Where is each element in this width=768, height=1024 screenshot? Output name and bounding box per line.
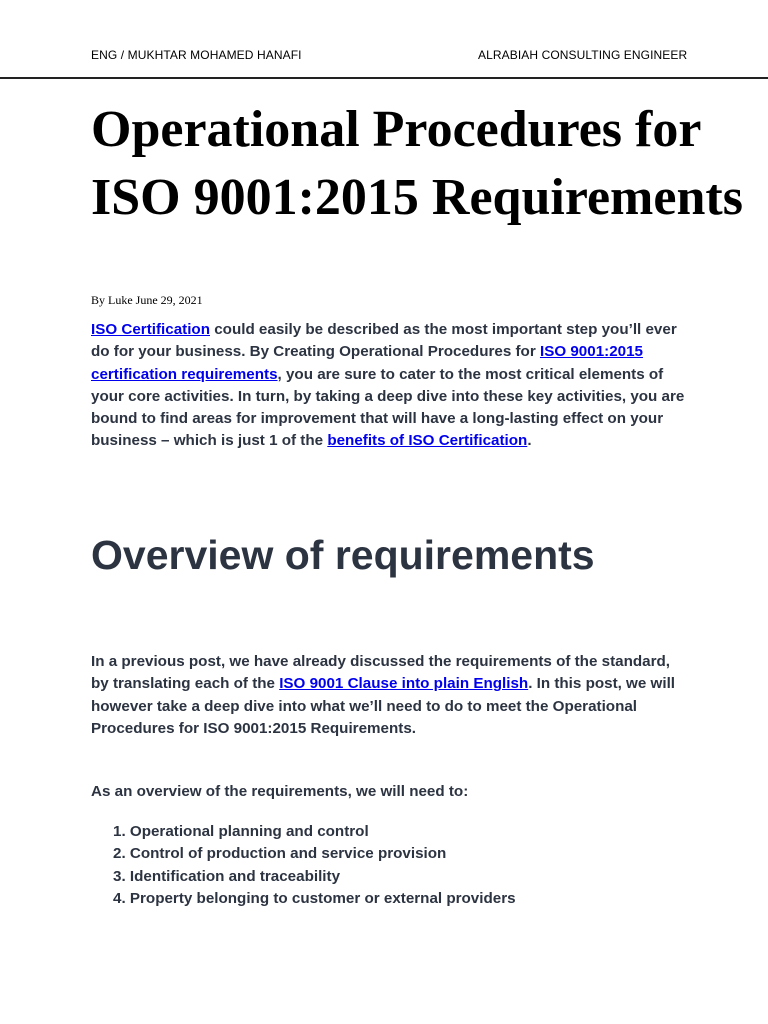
iso-benefits-link[interactable]: benefits of ISO Certification bbox=[327, 432, 528, 450]
byline: By Luke June 29, 2021 bbox=[91, 293, 203, 307]
list-item: 4. Property belonging to customer or external providers bbox=[113, 889, 516, 907]
intro-paragraph bbox=[91, 319, 691, 453]
requirements-list bbox=[91, 821, 711, 910]
intro-text-2: , you are sure to cater to the most critical elements of your core activities. In turn, by taking a deep dive into these key activities, you are bound to find areas for improvement that will have a long-lasting effect on your business – which is just 1 of the bbox=[91, 365, 685, 450]
header-author: ENG / MUKHTAR MOHAMED HANAFI bbox=[91, 48, 302, 62]
iso-requirements-link[interactable]: ISO 9001:2015 certification requirements bbox=[91, 343, 643, 383]
list-item: 3. Identification and traceability bbox=[113, 867, 341, 885]
list-item: 1. Operational planning and control bbox=[113, 823, 369, 840]
header-company: ALRABIAH CONSULTING ENGINEER bbox=[478, 48, 688, 62]
overview-intro: As an overview of the requirements, we will need to: bbox=[91, 783, 469, 800]
page-header bbox=[0, 0, 768, 80]
section-heading: Overview of requirements bbox=[91, 532, 595, 578]
intro-text-3: . bbox=[527, 432, 532, 450]
header-divider bbox=[0, 77, 768, 79]
section-text-2: . In this post, we will however take a deep dive into what we’ll need to do to meet the Operational Procedures for ISO 9001:2015 Requirements. bbox=[91, 675, 676, 737]
iso-certification-link[interactable]: ISO Certification bbox=[91, 321, 210, 338]
section-paragraph bbox=[91, 651, 691, 740]
section-text-1: In a previous post, we have already discussed the requirements of the standard, by translating each of the bbox=[91, 653, 670, 693]
page-title: Operational Procedures for ISO 9001:2015 Requirements bbox=[91, 101, 743, 226]
list-item: 2. Control of production and service provision bbox=[113, 845, 447, 863]
iso-clause-link[interactable]: ISO 9001 Clause into plain English bbox=[279, 675, 529, 693]
intro-text-1: could easily be described as the most important step you’ll ever do for your business. By Creating Operational Procedures for bbox=[91, 321, 677, 361]
